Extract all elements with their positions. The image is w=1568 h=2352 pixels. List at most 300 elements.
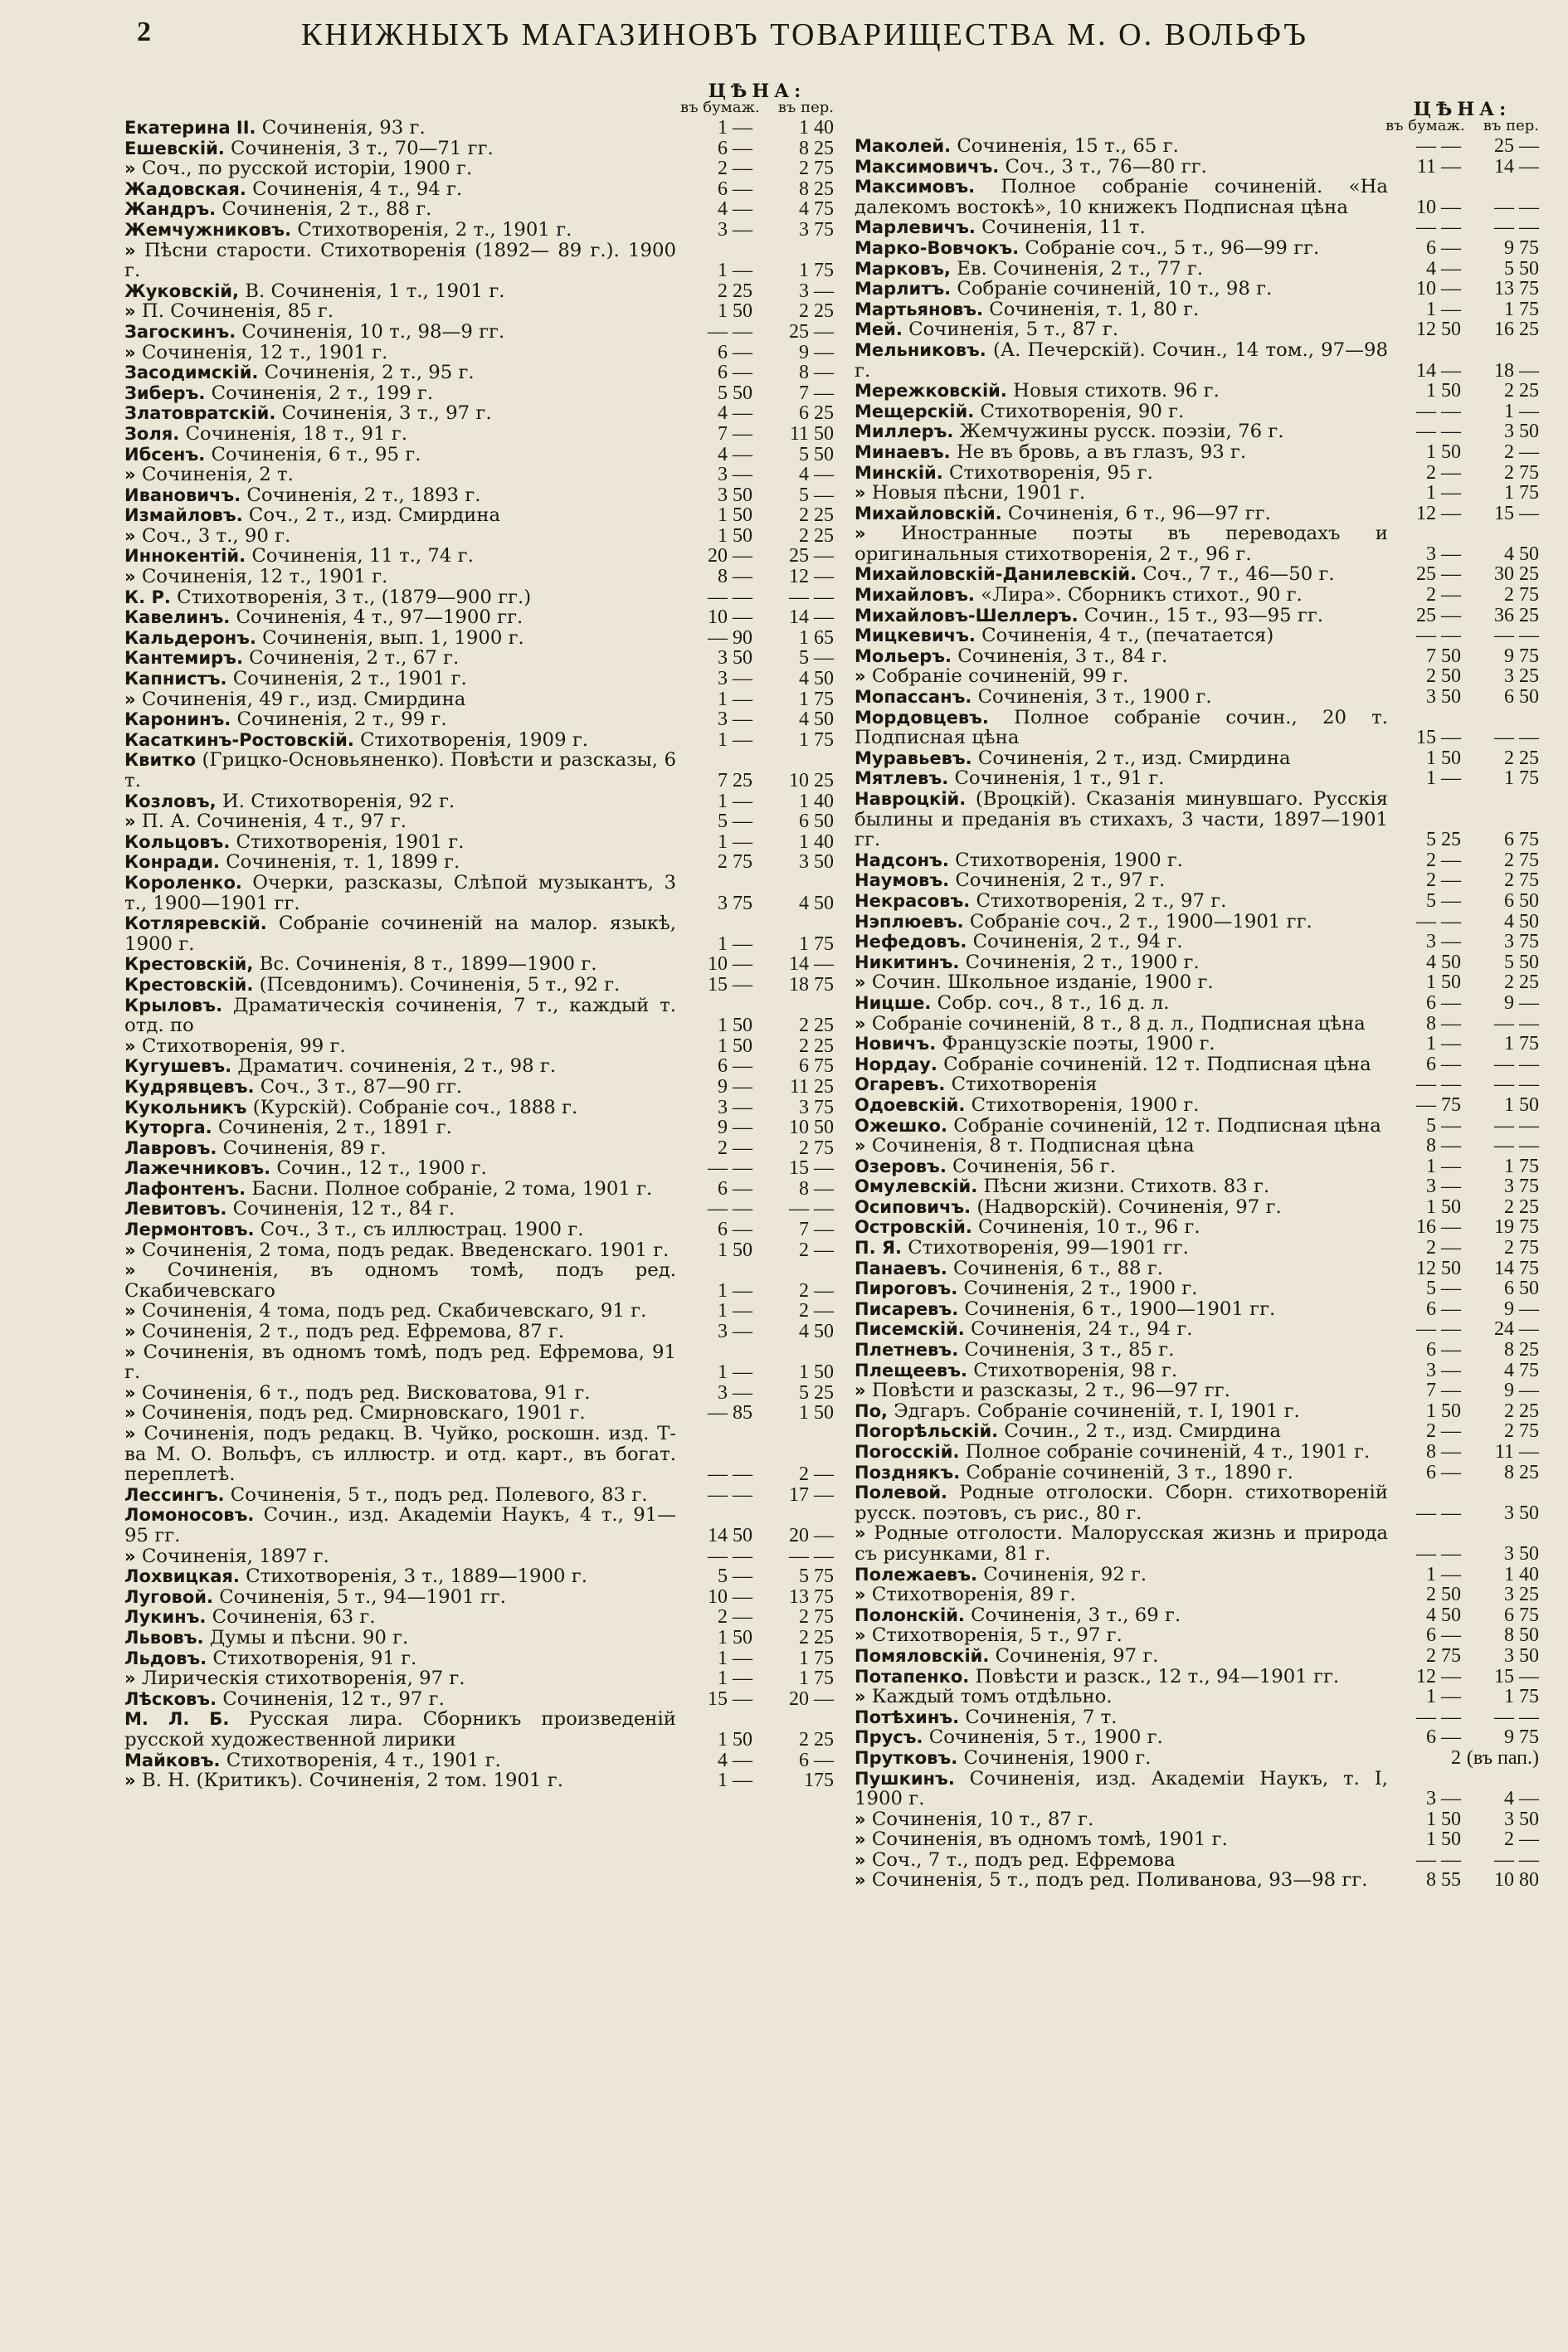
price-paper: 10 — xyxy=(708,953,752,976)
price-paper: 6 — xyxy=(1426,1726,1461,1749)
catalog-entry xyxy=(855,1421,1539,1442)
entry-text xyxy=(855,381,1388,402)
entry-title: Сочиненія, 4 тома, подъ ред. Скабичевскаго, 91 г. xyxy=(135,1301,647,1322)
price-paper: 11 — xyxy=(1416,155,1461,178)
author-name: Марко-Вовчокъ. xyxy=(855,237,1020,258)
entry-text xyxy=(855,238,1388,259)
price-paper: 1 — xyxy=(718,260,752,282)
catalog-entry xyxy=(855,1727,1539,1748)
entry-text xyxy=(124,1056,676,1077)
entry-title: Собраніе сочиненій, 8 т., 8 д. л., Подписная цѣна xyxy=(865,1013,1366,1035)
catalog-entry xyxy=(855,157,1539,178)
entry-text xyxy=(124,1709,676,1750)
catalog-entry xyxy=(124,648,834,669)
right-column xyxy=(855,101,1539,1891)
entry-text xyxy=(124,954,676,975)
price-bound: 11 25 xyxy=(789,1075,834,1098)
author-name: Касаткинъ-Ростовскій. xyxy=(124,729,354,750)
author-name: Короленко. xyxy=(124,872,242,893)
entry-text xyxy=(855,891,1388,912)
entry-title: Сочиненія, 4 т., (печатается) xyxy=(975,626,1274,646)
entry-text xyxy=(855,299,1388,320)
catalog-entry xyxy=(855,646,1539,667)
catalog-entry xyxy=(124,1322,834,1342)
entry-title: Стихотворенія, 1901 г. xyxy=(230,831,465,853)
author-name: » xyxy=(855,1849,866,1870)
catalog-entry xyxy=(124,1607,834,1628)
author-name: Марковъ, xyxy=(855,258,951,279)
catalog-entry xyxy=(855,1074,1539,1095)
entry-text xyxy=(855,1361,1388,1381)
author-name: Мордовцевъ. xyxy=(855,707,989,728)
author-name: Кудрявцевъ. xyxy=(124,1076,255,1097)
author-name: Надсонъ. xyxy=(855,850,949,870)
entry-title: Пѣсни старости. Стихотворенія (1892— 89 г.). 1900 г. xyxy=(124,240,676,281)
entry-text xyxy=(855,1401,1388,1422)
price-paper: 2 — xyxy=(1426,584,1461,606)
price-bound: 3 50 xyxy=(1504,1808,1539,1830)
entry-text xyxy=(124,975,676,996)
author-name: Погосскій. xyxy=(855,1442,960,1462)
entry-text xyxy=(855,523,1388,564)
price-paper: 3 — xyxy=(1426,931,1461,953)
author-name: » xyxy=(124,1322,136,1342)
entry-title: Сочин., изд. Академіи Наукъ, 4 т., 91—95 гг. xyxy=(124,1505,676,1546)
entry-text xyxy=(124,1770,676,1791)
author-name: Крыловъ. xyxy=(124,995,223,1015)
price-paper: 1 50 xyxy=(718,1035,752,1057)
catalog-entry xyxy=(855,217,1539,238)
author-name: » xyxy=(124,811,136,832)
price-paper: 3 — xyxy=(1426,1359,1461,1381)
price-bound: 2 25 xyxy=(1504,971,1539,994)
author-name: Минскій. xyxy=(855,462,943,483)
author-name: » xyxy=(124,1403,136,1424)
catalog-entry xyxy=(855,1116,1539,1137)
entry-title: Стихотворенія, 1900 г. xyxy=(948,850,1184,871)
price-paper: 3 — xyxy=(718,1321,752,1343)
price-bound: 2 — xyxy=(799,1300,834,1322)
catalog-entry xyxy=(124,567,834,587)
catalog-entry xyxy=(855,136,1539,157)
price-bound: 5 50 xyxy=(799,443,834,465)
price-bound: 3 75 xyxy=(799,1096,834,1118)
entry-title: Сочиненія, 2 т., 1901 г. xyxy=(226,669,467,689)
catalog-entry xyxy=(124,526,834,547)
entry-text xyxy=(855,708,1388,748)
entry-text xyxy=(855,402,1388,422)
entry-text xyxy=(124,139,676,159)
price-paper: 5 — xyxy=(718,1566,752,1588)
price-paper: 1 — xyxy=(718,117,752,139)
entry-text xyxy=(124,424,676,445)
price-bound: 5 50 xyxy=(1504,257,1539,280)
catalog-entry xyxy=(855,1442,1539,1463)
price-bound: 5 — xyxy=(799,484,834,506)
price-bound: 2 75 xyxy=(799,1606,834,1629)
price-bound: 10 25 xyxy=(789,770,834,791)
entry-text xyxy=(124,1587,676,1608)
price-bound: 3 25 xyxy=(1504,1584,1539,1606)
author-name: Муравьевъ. xyxy=(855,747,972,768)
catalog-entry xyxy=(855,1687,1539,1707)
author-name: Капнистъ. xyxy=(124,669,227,689)
price-bound: 6 50 xyxy=(799,811,834,833)
entry-title: Сочиненія, 63 г. xyxy=(206,1607,376,1628)
catalog-entry xyxy=(124,1077,834,1098)
entry-title: Ев. Сочиненія, 2 т., 77 г. xyxy=(950,258,1204,280)
entry-title: Сочиненія, 3 т., 97 г. xyxy=(275,403,492,424)
entry-text xyxy=(124,669,676,689)
price-bound: 3 50 xyxy=(799,851,834,874)
price-bound: — — xyxy=(789,586,834,608)
entry-title: Собраніе сочиненій, 12 т. Подписная цѣна xyxy=(947,1115,1381,1137)
author-name: Засодимскій. xyxy=(124,363,259,383)
price-bound: 14 — xyxy=(789,953,834,976)
author-name: Кукольникъ xyxy=(124,1097,247,1118)
price-bound: 2 75 xyxy=(1504,869,1539,892)
entry-title: Сочиненія, 93 г. xyxy=(256,118,426,139)
author-name: Лѣсковъ. xyxy=(124,1688,217,1709)
catalog-entry xyxy=(124,505,834,526)
price-paper: — — xyxy=(1416,421,1461,443)
entry-title: Драматич. сочиненія, 2 т., 98 г. xyxy=(231,1056,557,1077)
catalog-entry xyxy=(124,1098,834,1118)
entry-text xyxy=(124,709,676,730)
catalog-entry xyxy=(124,1403,834,1424)
price-paper: 6 — xyxy=(718,137,752,159)
author-name: М. Л. Б. xyxy=(124,1709,230,1730)
price-paper: — — xyxy=(1416,1502,1461,1524)
author-name: » xyxy=(124,689,136,709)
entry-title: Стихотворенія xyxy=(945,1074,1098,1095)
price-bound: — — xyxy=(789,1198,834,1220)
entry-title: Сочиненія, 5 т., подъ ред. Полевого, 83 г. xyxy=(224,1484,648,1506)
price-bound: 4 50 xyxy=(1504,910,1539,933)
entry-title: Сочиненія, 12 т., 1901 г. xyxy=(135,342,388,363)
price-paper: — — xyxy=(708,586,752,608)
entry-title: Стихотворенія, 91 г. xyxy=(207,1648,417,1669)
price-bound: 15 — xyxy=(789,1157,834,1180)
entry-text xyxy=(855,1217,1388,1238)
price-paper: 2 — xyxy=(1426,869,1461,892)
catalog-entry xyxy=(124,1342,834,1383)
entry-title: Стихотворенія, 90 г. xyxy=(974,401,1185,422)
entry-title: Соч., 3 т., съ иллюстрац. 1900 г. xyxy=(254,1220,584,1240)
author-name: Крестовскій. xyxy=(124,974,254,995)
price-paper: 6 — xyxy=(1426,1298,1461,1320)
catalog-entry xyxy=(124,996,834,1036)
entry-title: Сочиненія, 2 тома, подъ редак. Введенскаго. 1901 г. xyxy=(135,1239,670,1261)
entry-text xyxy=(855,1054,1388,1075)
price-bound: 18 75 xyxy=(789,973,834,996)
price-paper: 5 — xyxy=(1426,1278,1461,1300)
author-name: Конради. xyxy=(124,852,220,873)
author-name: Ивановичъ. xyxy=(124,485,241,505)
catalog-entry xyxy=(124,281,834,302)
author-name: Козловъ, xyxy=(124,791,217,811)
entry-text xyxy=(124,1342,676,1383)
entry-title: Сочиненія, т. 1, 1899 г. xyxy=(219,852,460,873)
entry-title: Полное собраніе сочин., 20 т. Подписная цѣна xyxy=(855,707,1388,748)
author-name: Ешевскій. xyxy=(124,138,225,158)
entry-title: Иностранные поэты въ переводахъ и оригинальныя стихотворенія, 2 т., 96 г. xyxy=(855,523,1388,565)
price-bound: 2 25 xyxy=(1504,1195,1539,1218)
entry-text xyxy=(124,648,676,669)
running-header: КНИЖНЫХЪ МАГАЗИНОВЪ ТОВАРИЩЕСТВА М. О. ВОЛЬФЪ xyxy=(301,17,1308,52)
entry-title: (Курскій). Собраніе соч., 1888 г. xyxy=(246,1097,578,1118)
entry-title: Лирическія стихотворенія, 97 г. xyxy=(135,1668,465,1689)
price-paper: 1 50 xyxy=(718,524,752,547)
price-paper: — — xyxy=(708,1483,752,1506)
price-bound: 1 75 xyxy=(1504,482,1539,504)
catalog-entry xyxy=(124,1709,834,1750)
price-bound: 30 25 xyxy=(1494,563,1539,586)
price-bound: — — xyxy=(1494,625,1539,647)
entry-text xyxy=(124,832,676,853)
price-bound: 2 75 xyxy=(1504,849,1539,871)
catalog-entry xyxy=(855,912,1539,933)
price-bound: 9 — xyxy=(799,341,834,363)
entry-text xyxy=(855,279,1388,299)
entry-text xyxy=(855,1565,1388,1585)
price-paper: 1 — xyxy=(1426,767,1461,790)
price-paper: 3 — xyxy=(1426,1176,1461,1198)
entry-title: Очерки, разсказы, Слѣпой музыкантъ, 3 т., 1900—1901 гг. xyxy=(124,872,676,914)
price-paper: 1 50 xyxy=(1426,971,1461,994)
entry-title: Соч., 7 т., 46—50 г. xyxy=(1137,564,1335,586)
author-name: Кантемиръ. xyxy=(124,648,243,669)
entry-text xyxy=(124,158,676,179)
author-name: Прусъ. xyxy=(855,1727,923,1748)
author-name: Погорѣльскій. xyxy=(855,1421,999,1442)
price-paper: 3 75 xyxy=(718,892,752,914)
price-bound: 6 75 xyxy=(1504,1604,1539,1626)
price-paper: — — xyxy=(708,1463,752,1486)
entry-text xyxy=(124,996,676,1036)
entry-text xyxy=(124,1546,676,1567)
price-bound: 2 75 xyxy=(1504,1237,1539,1259)
price-paper: 6 — xyxy=(1426,1624,1461,1647)
entry-title: Сочиненія, въ одномъ томѣ, 1901 г. xyxy=(865,1829,1228,1850)
price-bound: 4 50 xyxy=(799,709,834,731)
price-bound: (въ пап.) xyxy=(1466,1746,1539,1769)
author-name: Жуковскій, xyxy=(124,280,239,301)
author-name: » xyxy=(124,567,136,587)
catalog-entry xyxy=(124,1751,834,1771)
catalog-entry xyxy=(855,1095,1539,1116)
price-paper: — — xyxy=(1416,400,1461,422)
author-name: Прутковъ. xyxy=(855,1747,958,1768)
entry-title: Стихотворенія, 2 т., 97 г. xyxy=(970,890,1227,912)
entry-text xyxy=(855,1340,1388,1361)
entry-text xyxy=(124,1485,676,1506)
entry-text xyxy=(855,564,1388,585)
author-name: Лохвицкая. xyxy=(124,1566,240,1587)
entry-text xyxy=(124,567,676,587)
price-bound: 2 25 xyxy=(799,1728,834,1751)
catalog-entry xyxy=(124,1056,834,1077)
entry-title: Стихотворенія, 95 г. xyxy=(942,462,1153,484)
price-bound: 25 — xyxy=(1494,135,1539,157)
catalog-entry xyxy=(124,954,834,975)
author-name: Льдовъ. xyxy=(124,1648,207,1668)
entry-text xyxy=(124,220,676,241)
price-bound: 2 25 xyxy=(799,1015,834,1037)
catalog-entry xyxy=(855,259,1539,280)
catalog-entry xyxy=(855,1259,1539,1279)
author-name: Жемчужниковъ. xyxy=(124,219,292,240)
price-bound: 25 — xyxy=(789,320,834,343)
catalog-entry xyxy=(855,626,1539,646)
author-name: » xyxy=(124,342,136,363)
author-name: » xyxy=(855,1585,866,1605)
entry-text xyxy=(855,1870,1388,1891)
price-paper: 2 — xyxy=(1426,461,1461,484)
price-paper: 6 — xyxy=(1426,991,1461,1014)
catalog-entry xyxy=(124,546,834,567)
catalog-entry xyxy=(855,1054,1539,1075)
entry-title: Сочиненія, 2 т., 95 г. xyxy=(258,363,475,383)
catalog-entry xyxy=(855,340,1539,381)
entry-text xyxy=(124,811,676,832)
catalog-entry xyxy=(855,1238,1539,1259)
entry-text xyxy=(124,546,676,567)
author-name: Марлевичъ. xyxy=(855,217,976,238)
entry-text xyxy=(124,118,676,139)
entry-title: Сочиненія, 12 т., 84 г. xyxy=(226,1199,455,1220)
entry-text xyxy=(855,932,1388,952)
entry-text xyxy=(855,1829,1388,1850)
price-title: ЦѢНА: xyxy=(708,80,806,102)
author-name: Жадовская. xyxy=(124,178,246,199)
catalog-entry xyxy=(124,301,834,322)
entry-title: Сочиненія, 5 т., подъ ред. Поливанова, 93—98 гг. xyxy=(865,1870,1368,1892)
price-paper: 7 — xyxy=(1426,1380,1461,1402)
entry-title: Родные отголости. Малорусская жизнь и природа съ рисунками, 81 г. xyxy=(855,1523,1388,1565)
author-name: » xyxy=(124,1035,136,1056)
entry-title: Сочиненія, 6 т., 1900—1901 гг. xyxy=(958,1298,1276,1320)
catalog-entry xyxy=(855,687,1539,708)
price-paper: 5 — xyxy=(1426,1114,1461,1137)
entry-text xyxy=(124,852,676,873)
entry-text xyxy=(124,1077,676,1098)
author-name: Златовратскій. xyxy=(124,403,276,424)
author-name: Мицкевичъ. xyxy=(855,626,976,646)
price-paper: 1 — xyxy=(1426,1563,1461,1585)
entry-text xyxy=(855,1299,1388,1320)
author-name: Лавровъ. xyxy=(124,1137,217,1158)
price-bound: 1 75 xyxy=(799,260,834,282)
author-name: Наумовъ. xyxy=(855,870,950,891)
entry-text xyxy=(855,912,1388,933)
catalog-entry xyxy=(124,1383,834,1404)
entry-title: Сочиненія, 3 т., 69 г. xyxy=(964,1605,1181,1626)
catalog-entry xyxy=(124,485,834,506)
price-bound: 4 50 xyxy=(799,892,834,914)
author-name: Кольцовъ. xyxy=(124,831,231,852)
catalog-entry xyxy=(124,1260,834,1301)
catalog-entry xyxy=(124,1566,834,1587)
catalog-entry xyxy=(855,1361,1539,1381)
catalog-entry xyxy=(124,750,834,791)
entry-title: Сочиненія, 3 т., 70—71 гг. xyxy=(224,138,494,159)
price-bound: 8 25 xyxy=(799,178,834,200)
catalog-entry xyxy=(855,1278,1539,1299)
entry-title: Сочиненія, изд. Академіи Наукъ, т. I, 1900 г. xyxy=(855,1768,1388,1809)
price-bound: 11 50 xyxy=(789,422,834,445)
price-bound: 1 65 xyxy=(799,626,834,649)
price-bound: 8 25 xyxy=(1504,1461,1539,1483)
price-paper: 2 25 xyxy=(718,280,752,302)
price-bound: 2 75 xyxy=(799,158,834,180)
catalog-entry xyxy=(855,1523,1539,1564)
author-name: Михайловъ. xyxy=(855,585,975,606)
entry-title: В. Н. (Критикъ). Сочиненія, 2 том. 1901 г. xyxy=(135,1770,563,1791)
catalog-entry xyxy=(855,768,1539,789)
entry-title: Сочиненія, подъ ред. Смирновскаго, 1901 г. xyxy=(135,1403,586,1424)
price-bound: — — xyxy=(1494,1706,1539,1728)
entry-title: Соч., 3 т., 90 г. xyxy=(135,525,291,547)
entry-text xyxy=(855,1442,1388,1463)
entry-title: Собр. соч., 8 т., 16 д. л. xyxy=(931,992,1170,1014)
price-bound: 5 50 xyxy=(1504,951,1539,973)
catalog-entry xyxy=(124,628,834,649)
price-bound: 1 75 xyxy=(799,933,834,955)
author-name: Ожешко. xyxy=(855,1115,947,1136)
price-paper: 3 — xyxy=(718,464,752,486)
price-paper: — — xyxy=(708,1157,752,1180)
price-header-left xyxy=(124,80,834,116)
price-bound: 2 — xyxy=(799,1463,834,1486)
entry-title: Сочиненія, въ одномъ томѣ, подъ ред. Скабичевскаго xyxy=(124,1260,676,1302)
price-paper: — — xyxy=(1416,625,1461,647)
left-entry-list xyxy=(124,118,834,1791)
catalog-entry xyxy=(855,1157,1539,1177)
price-bound: 6 50 xyxy=(1504,686,1539,709)
author-name: Осиповичъ. xyxy=(855,1196,971,1217)
entry-title: «Лира». Сборникъ стихот., 90 г. xyxy=(974,585,1303,606)
catalog-entry xyxy=(124,1220,834,1240)
entry-title: (Псевдонимъ). Сочиненія, 5 т., 92 г. xyxy=(253,974,621,996)
price-paper: 1 50 xyxy=(718,1015,752,1037)
price-paper: 2 50 xyxy=(1426,665,1461,688)
entry-title: Сочиненія, 12 т., 1901 г. xyxy=(135,567,388,587)
entry-text xyxy=(124,485,676,506)
catalog-entry xyxy=(855,585,1539,606)
price-bound: 4 75 xyxy=(1504,1359,1539,1381)
entry-text xyxy=(855,1605,1388,1626)
author-name: Иннокентій. xyxy=(124,546,246,567)
price-bound: 2 25 xyxy=(799,504,834,527)
price-paper: 1 50 xyxy=(1426,747,1461,769)
catalog-entry xyxy=(855,299,1539,320)
price-paper: 1 — xyxy=(1426,482,1461,504)
price-bound: 9 — xyxy=(1504,1380,1539,1402)
price-bound: 7 — xyxy=(799,382,834,404)
catalog-entry xyxy=(124,1628,834,1648)
entry-title: Сочиненія, 3 т., 84 г. xyxy=(952,645,1168,667)
price-paper: 4 — xyxy=(718,1749,752,1771)
price-bound: 1 50 xyxy=(799,1361,834,1384)
price-paper: 1 — xyxy=(718,728,752,751)
price-paper: 5 — xyxy=(1426,889,1461,912)
price-bound: 2 25 xyxy=(799,300,834,323)
entry-title: Соч., 2 т., изд. Смирдина xyxy=(242,505,501,526)
entry-text xyxy=(855,157,1388,178)
price-bound: 2 25 xyxy=(799,524,834,547)
price-bound: 10 80 xyxy=(1494,1869,1539,1892)
